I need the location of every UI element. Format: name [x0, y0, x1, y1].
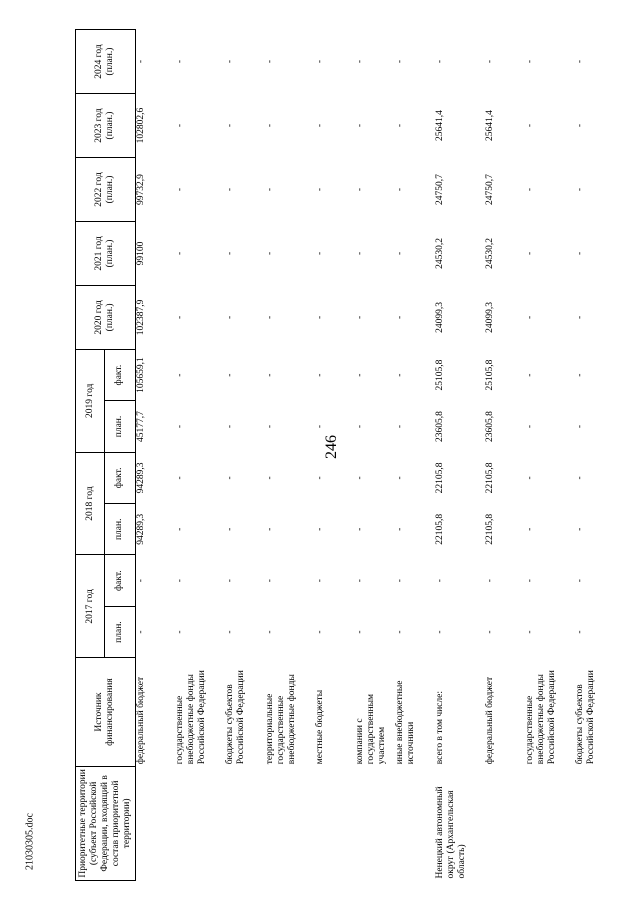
- value-cell: -: [225, 251, 236, 256]
- value-cell: -: [225, 527, 236, 531]
- region-cell: [575, 766, 615, 880]
- table-row: [395, 30, 435, 881]
- region-cell: [265, 766, 315, 880]
- value-cell: -: [575, 373, 586, 377]
- value-cell: 23605,8: [435, 411, 446, 442]
- value-cell: -: [175, 123, 186, 128]
- value-cell: 22105,8: [435, 462, 446, 494]
- value-cell: -: [525, 579, 536, 583]
- table-row: [265, 30, 315, 881]
- value-cell: -: [175, 527, 186, 531]
- header-2023: 2023 год (план.): [76, 94, 136, 158]
- table-row: [575, 30, 615, 881]
- header-2024: 2024 год (план.): [76, 30, 136, 94]
- header-2020: 2020 год (план.): [76, 285, 136, 349]
- source-cell: компании с государственным участием: [355, 694, 387, 765]
- value-cell: -: [355, 424, 366, 429]
- value-cell: -: [265, 123, 276, 128]
- header-2019: 2019 год: [76, 349, 105, 452]
- value-cell: -: [355, 579, 366, 583]
- value-cell: -: [265, 476, 276, 480]
- value-cell: -: [265, 187, 276, 192]
- value-cell: -: [575, 579, 586, 583]
- value-cell: -: [395, 187, 406, 192]
- value-cell: -: [175, 476, 186, 480]
- header-2019-plan: план.: [105, 401, 136, 452]
- value-cell: -: [175, 251, 186, 256]
- rotated-table-wrapper: [75, 29, 597, 881]
- header-row-years: [76, 30, 105, 881]
- region-cell: [225, 766, 265, 880]
- value-cell: -: [175, 315, 186, 319]
- value-cell: 25641,4: [435, 110, 446, 141]
- value-cell: -: [525, 59, 536, 64]
- value-cell: 24750,7: [485, 174, 496, 205]
- value-cell: -: [395, 630, 406, 634]
- value-cell: -: [435, 59, 446, 64]
- region-cell: [355, 766, 395, 880]
- value-cell: -: [175, 424, 186, 429]
- table-row: [485, 30, 525, 881]
- value-cell: 99100: [135, 241, 146, 266]
- value-cell: 102802,6: [135, 107, 146, 144]
- value-cell: -: [175, 373, 186, 377]
- value-cell: -: [265, 424, 276, 429]
- value-cell: -: [575, 527, 586, 531]
- value-cell: -: [575, 251, 586, 256]
- region-cell: [525, 766, 575, 880]
- value-cell: 22105,8: [485, 462, 496, 494]
- table-row: [175, 30, 225, 881]
- value-cell: -: [225, 187, 236, 192]
- value-cell: -: [135, 630, 146, 634]
- value-cell: -: [135, 59, 146, 64]
- value-cell: -: [135, 579, 146, 583]
- value-cell: -: [395, 579, 406, 583]
- value-cell: 24099,3: [485, 301, 496, 333]
- table-body: [135, 30, 615, 881]
- value-cell: -: [525, 315, 536, 319]
- value-cell: -: [355, 315, 366, 319]
- region-cell: [175, 766, 225, 880]
- value-cell: -: [355, 59, 366, 64]
- value-cell: -: [225, 424, 236, 429]
- financing-table: [75, 29, 615, 881]
- value-cell: -: [575, 630, 586, 634]
- value-cell: -: [355, 476, 366, 480]
- region-cell: [485, 766, 525, 880]
- value-cell: -: [175, 579, 186, 583]
- value-cell: 25641,4: [485, 110, 496, 141]
- value-cell: -: [225, 476, 236, 480]
- value-cell: -: [525, 476, 536, 480]
- value-cell: 24530,2: [485, 238, 496, 269]
- value-cell: -: [315, 476, 326, 480]
- source-cell: территориальные государственные внебюджетные фонды: [265, 674, 297, 765]
- value-cell: -: [225, 630, 236, 634]
- table-row: [315, 30, 355, 881]
- value-cell: -: [525, 251, 536, 256]
- value-cell: -: [575, 424, 586, 429]
- value-cell: -: [175, 187, 186, 192]
- value-cell: -: [485, 59, 496, 64]
- value-cell: -: [525, 123, 536, 128]
- value-cell: 22105,8: [435, 513, 446, 545]
- value-cell: -: [355, 187, 366, 192]
- header-2018: 2018 год: [76, 452, 105, 555]
- region-cell: [135, 766, 175, 880]
- value-cell: -: [575, 59, 586, 64]
- value-cell: -: [395, 527, 406, 531]
- value-cell: -: [175, 630, 186, 634]
- source-cell: бюджеты субъектов Российской Федерации: [225, 670, 247, 765]
- value-cell: -: [575, 315, 586, 319]
- value-cell: 23605,8: [485, 411, 496, 442]
- table-row: [435, 30, 485, 881]
- table-row: [525, 30, 575, 881]
- value-cell: -: [575, 476, 586, 480]
- header-2022: 2022 год (план.): [76, 158, 136, 222]
- value-cell: -: [315, 187, 326, 192]
- value-cell: -: [355, 123, 366, 128]
- value-cell: -: [315, 251, 326, 256]
- source-cell: бюджеты субъектов Российской Федерации: [575, 670, 597, 765]
- value-cell: -: [395, 123, 406, 128]
- value-cell: -: [225, 315, 236, 319]
- header-region: Приоритетные территории (субъект Российской Федерации, входящий в состав приоритетной территории): [76, 766, 136, 880]
- document-code: 21030305.doc: [24, 813, 36, 870]
- value-cell: -: [525, 527, 536, 531]
- value-cell: -: [525, 187, 536, 192]
- value-cell: -: [525, 424, 536, 429]
- value-cell: -: [225, 579, 236, 583]
- value-cell: -: [355, 251, 366, 256]
- value-cell: -: [315, 373, 326, 377]
- header-2019-fact: факт.: [105, 349, 136, 400]
- value-cell: -: [225, 59, 236, 64]
- value-cell: -: [315, 59, 326, 64]
- value-cell: 24750,7: [435, 174, 446, 205]
- value-cell: -: [265, 59, 276, 64]
- header-2017-plan: план.: [105, 606, 136, 657]
- value-cell: -: [395, 373, 406, 377]
- table-row: [355, 30, 395, 881]
- value-cell: 24530,2: [435, 238, 446, 269]
- value-cell: 25105,8: [435, 359, 446, 391]
- source-cell: иные внебюджетные источники: [395, 680, 417, 765]
- value-cell: -: [265, 373, 276, 377]
- region-cell: [395, 766, 435, 880]
- value-cell: -: [355, 373, 366, 377]
- value-cell: -: [265, 579, 276, 583]
- value-cell: -: [525, 630, 536, 634]
- source-cell: всего в том числе:: [435, 690, 446, 765]
- source-cell: федеральный бюджет: [135, 676, 146, 765]
- value-cell: 99732,9: [135, 174, 146, 205]
- value-cell: 94289,3: [135, 462, 146, 494]
- value-cell: -: [485, 630, 496, 634]
- value-cell: -: [315, 630, 326, 634]
- value-cell: -: [175, 59, 186, 64]
- source-cell: местные бюджеты: [315, 689, 326, 765]
- value-cell: -: [395, 59, 406, 64]
- value-cell: -: [315, 579, 326, 583]
- header-source: Источник финансирования: [76, 658, 136, 767]
- value-cell: -: [575, 123, 586, 128]
- value-cell: -: [525, 373, 536, 377]
- value-cell: 94289,3: [135, 513, 146, 545]
- value-cell: 45177,7: [135, 411, 146, 442]
- value-cell: -: [265, 527, 276, 531]
- value-cell: 22105,8: [485, 513, 496, 545]
- value-cell: -: [315, 315, 326, 319]
- value-cell: -: [265, 251, 276, 256]
- value-cell: -: [395, 476, 406, 480]
- value-cell: -: [225, 123, 236, 128]
- value-cell: -: [355, 527, 366, 531]
- value-cell: -: [265, 315, 276, 319]
- value-cell: -: [355, 630, 366, 634]
- value-cell: -: [395, 251, 406, 256]
- value-cell: -: [395, 424, 406, 429]
- value-cell: -: [225, 373, 236, 377]
- source-cell: федеральный бюджет: [485, 676, 496, 765]
- value-cell: -: [315, 527, 326, 531]
- header-2017-fact: факт.: [105, 555, 136, 606]
- region-cell: Ненецкий автономный округ (Архангельская область): [435, 786, 467, 879]
- source-cell: государственные внебюджетные фонды Российской Федерации: [525, 670, 557, 765]
- value-cell: -: [435, 630, 446, 634]
- value-cell: -: [315, 424, 326, 429]
- value-cell: -: [485, 579, 496, 583]
- value-cell: -: [265, 630, 276, 634]
- region-cell: [315, 766, 355, 880]
- value-cell: 24099,3: [435, 301, 446, 333]
- value-cell: 25105,8: [485, 359, 496, 391]
- value-cell: -: [395, 315, 406, 319]
- page-number: 246: [323, 435, 340, 459]
- value-cell: -: [435, 579, 446, 583]
- header-2017: 2017 год: [76, 555, 105, 658]
- header-2018-fact: факт.: [105, 452, 136, 503]
- header-2021: 2021 год (план.): [76, 221, 136, 285]
- source-cell: государственные внебюджетные фонды Российской Федерации: [175, 670, 207, 765]
- table-row: [225, 30, 265, 881]
- value-cell: 105659,1: [135, 357, 146, 393]
- header-2018-plan: план.: [105, 504, 136, 555]
- value-cell: -: [575, 187, 586, 192]
- table-row: [135, 30, 175, 881]
- value-cell: 102387,9: [135, 299, 146, 336]
- value-cell: -: [315, 123, 326, 128]
